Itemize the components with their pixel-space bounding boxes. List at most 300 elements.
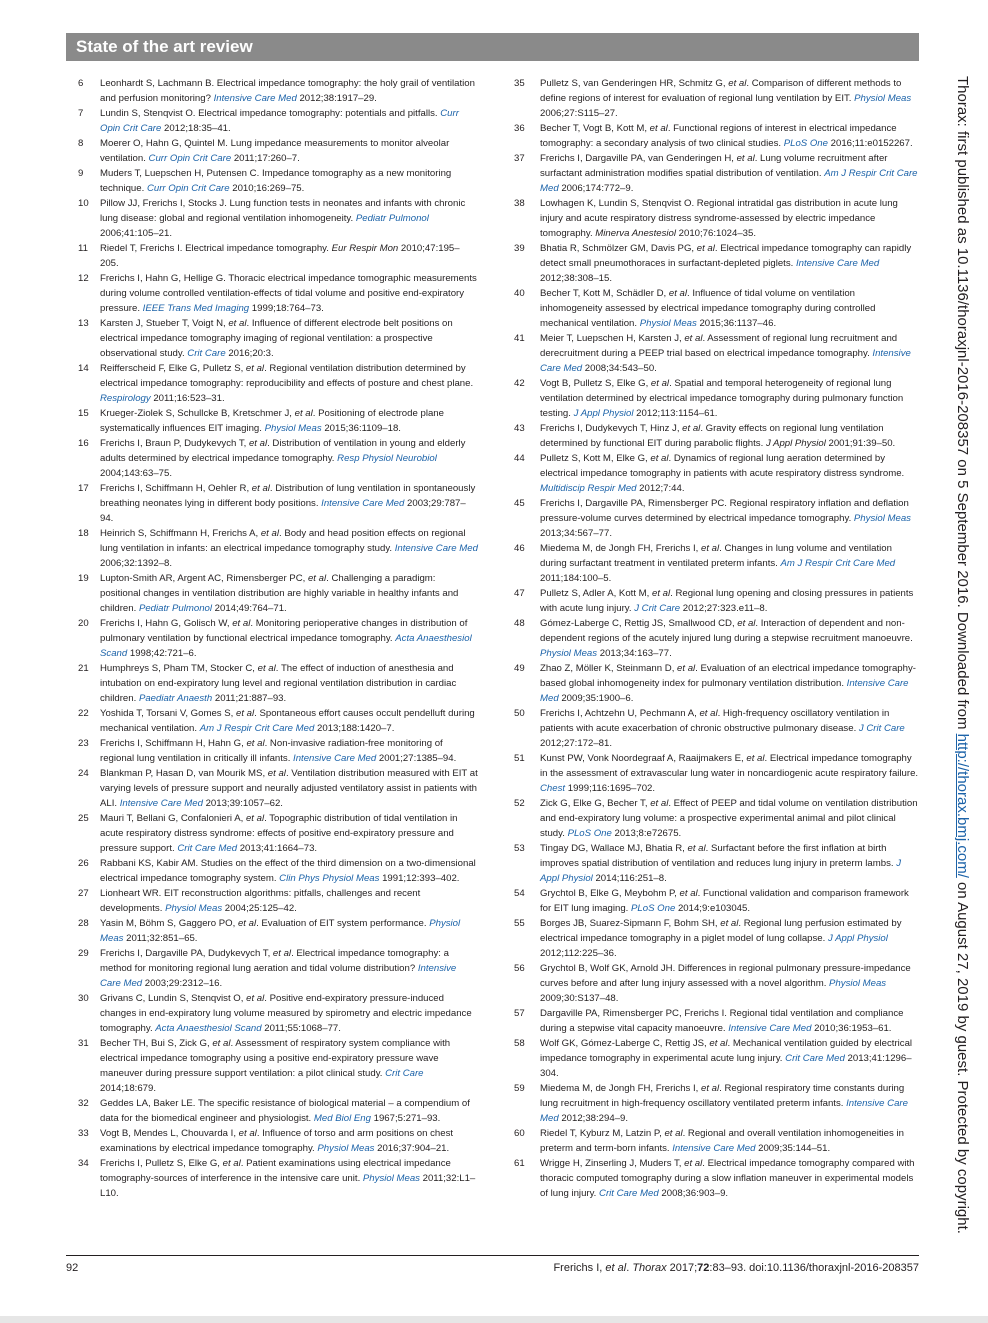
journal-link[interactable]: Intensive Care Med	[540, 678, 909, 704]
reference-title: . Assessment of respiratory system compliance with electrical impedance tomography using a positive end-expiratory pressure wave maneuver during pressure support ventilation: a pilot clinical study.	[100, 1038, 451, 1079]
reference-number: 45	[514, 498, 525, 509]
copyright-notice	[954, 76, 971, 1234]
journal-link[interactable]: Am J Respir Crit Care Med	[199, 723, 315, 734]
reference-details: 1991;12:393–402.	[379, 873, 460, 884]
reference-number: 38	[514, 198, 525, 209]
reference-authors: Krueger-Ziolek S, Schullcke B, Kretschmer J,	[100, 408, 295, 419]
section-banner	[66, 33, 919, 61]
reference-etal: et al	[664, 1128, 683, 1139]
journal-link[interactable]: Physiol Meas	[362, 1173, 420, 1184]
reference-etal: et al	[236, 708, 255, 719]
reference-authors: Borges JB, Suarez-Sipmann F, Bohm SH,	[540, 918, 721, 929]
journal-link[interactable]: Pediatr Pulmonol	[355, 213, 429, 224]
reference-text	[540, 151, 919, 196]
reference-title: . Mechanical ventilation guided by electrical impedance tomography in experimental acute lung injury.	[540, 1038, 913, 1064]
journal-link[interactable]: Chest	[540, 783, 566, 794]
reference-item	[66, 526, 478, 571]
reference-text	[100, 811, 478, 856]
reference-authors: Becher TH, Bui S, Zick G,	[100, 1038, 213, 1049]
journal-link[interactable]: Am J Respir Crit Care Med	[780, 558, 896, 569]
reference-details: 2004;25:125–42.	[222, 903, 297, 914]
reference-authors: Humphreys S, Pham TM, Stocker C,	[100, 663, 258, 674]
reference-text	[540, 196, 919, 241]
reference-title: . Distribution of ventilation in young and elderly adults determined by electrical impedance tomography.	[100, 438, 466, 464]
journal-link[interactable]: Intensive Care Med	[213, 93, 297, 104]
journal-link[interactable]: Resp Physiol Neurobiol	[337, 453, 437, 464]
reference-etal: et al	[679, 888, 698, 899]
reference-authors: Frerichs I, Hahn G, Golisch W,	[100, 618, 233, 629]
reference-item	[506, 1081, 919, 1126]
reference-details: 2012;113:1154–61.	[633, 408, 718, 419]
reference-details: 2006;174:772–9.	[558, 183, 634, 194]
reference-details: 2003;29:787–94.	[100, 498, 466, 524]
reference-text	[540, 841, 919, 886]
journal-link[interactable]: J Appl Physiol	[540, 858, 902, 884]
journal-link[interactable]: Crit Care	[385, 1068, 424, 1079]
reference-item	[506, 541, 919, 586]
journal-link[interactable]: Crit Care Med	[177, 843, 238, 854]
journal-name: Eur Respir Mon	[331, 243, 399, 254]
journal-link[interactable]: Intensive Care Med	[540, 348, 911, 374]
reference-authors: Geddes LA, Baker LE. The specific resistance of biological material – a compendium of data for the biomedical engineer and physiologist.	[100, 1098, 470, 1124]
citation-rest: :83–93. doi:10.1136/thoraxjnl-2016-208357	[709, 1262, 919, 1274]
reference-details: 2016;11:e0152267.	[827, 138, 913, 149]
reference-etal: et al	[737, 618, 756, 629]
reference-details: 2012;38:308–15.	[540, 273, 613, 284]
journal-link[interactable]: Clin Phys Physiol Meas	[279, 873, 380, 884]
reference-details: 2016;37:904–21.	[374, 1143, 450, 1154]
journal-link[interactable]: Intensive Care Med	[394, 543, 478, 554]
reference-etal: et al	[260, 528, 279, 539]
reference-authors: Muders T, Luepschen H, Putensen C. Impedance tomography as a new monitoring technique.	[100, 168, 452, 194]
journal-link[interactable]: Intensive Care Med	[293, 753, 377, 764]
reference-text	[540, 706, 919, 751]
reference-authors: Frerichs I, Dargaville PA, Dudykevych T,	[100, 948, 273, 959]
reference-details: 2013;8:e72675.	[611, 828, 682, 839]
reference-text	[100, 736, 478, 766]
citation-sep: .	[626, 1262, 633, 1274]
reference-text	[540, 286, 919, 331]
journal-link[interactable]: Physiol Meas	[540, 648, 598, 659]
reference-text	[100, 196, 478, 241]
reference-etal: et al	[232, 618, 251, 629]
reference-item	[66, 1156, 478, 1201]
reference-number: 55	[514, 918, 525, 929]
reference-title: . Challenging a paradigm: positional changes in ventilation distribution are highly variable in healthy infants and children.	[100, 573, 459, 614]
journal-link[interactable]: Physiol Meas	[853, 513, 911, 524]
reference-authors: Pulletz S, Adler A, Kott M,	[540, 588, 652, 599]
reference-text	[100, 856, 478, 886]
reference-item	[66, 661, 478, 706]
journal-link[interactable]: Intensive Care Med	[795, 258, 880, 269]
reference-item	[66, 886, 478, 916]
reference-authors: Grychtol B, Wolf GK, Arnold JH. Differences in regional pulmonary pressure-impedance curves before and after lung injury assessed with a novel algorithm.	[540, 963, 911, 989]
reference-etal: et al	[245, 813, 265, 824]
reference-etal: et al	[687, 843, 706, 854]
journal-link[interactable]: Crit Care Med	[599, 1188, 659, 1199]
reference-text	[540, 496, 919, 541]
reference-details: 2012;27:172–81.	[540, 738, 613, 749]
journal-link[interactable]: Intensive Care Med	[321, 498, 405, 509]
journal-link[interactable]: PLoS One	[567, 828, 612, 839]
journal-link[interactable]: Multidiscip Respir Med	[540, 483, 637, 494]
reference-etal: et al	[257, 663, 276, 674]
reference-authors: Heinrich S, Schiffmann H, Frerichs A,	[100, 528, 261, 539]
reference-title: . Dynamics of regional lung aeration determined by electrical impedance tomography in patients with acute respiratory distress syndrome.	[540, 453, 905, 479]
reference-etal: et al	[684, 1158, 703, 1169]
reference-item	[506, 151, 919, 196]
citation-journal: Thorax	[632, 1262, 667, 1274]
reference-title: . The effect of induction of anesthesia and intubation on end-expiratory lung level and regional ventilation distribution in cardiac children.	[100, 663, 457, 704]
reference-details: 2010;76:1024–35.	[675, 228, 757, 239]
reference-number: 35	[514, 78, 525, 89]
reference-title: . Electrical impedance tomography can rapidly detect small pneumothoraces in surfactant-depleted piglets.	[540, 243, 912, 269]
reference-item	[66, 736, 478, 766]
reference-title: . Positioning of electrode plane systematically influences EIT imaging.	[100, 408, 444, 434]
reference-etal: et al	[746, 753, 765, 764]
reference-text	[100, 481, 478, 526]
reference-details: 2001;91:39–50.	[825, 438, 896, 449]
reference-text	[100, 406, 478, 436]
reference-title: . Regional lung opening and closing pressures in patients with acute lung injury.	[540, 588, 914, 614]
reference-authors: Frerichs I, Pulletz S, Elke G,	[100, 1158, 223, 1169]
journal-link[interactable]: Curr Opin Crit Care	[146, 183, 230, 194]
reference-item	[66, 811, 478, 856]
journal-link[interactable]: Med Biol Eng	[313, 1113, 371, 1124]
reference-number: 58	[514, 1038, 525, 1049]
journal-link[interactable]: Intensive Care Med	[672, 1143, 756, 1154]
reference-details: 2013;34:567–77.	[540, 528, 613, 539]
reference-etal: et al	[684, 333, 703, 344]
reference-details: 2006;32:1392–8.	[100, 558, 173, 569]
reference-details: 2013;41:1296–304.	[540, 1053, 912, 1079]
reference-text	[100, 166, 478, 196]
journal-link[interactable]: J Crit Care	[634, 603, 681, 614]
reference-item	[66, 406, 478, 436]
reference-text	[100, 316, 478, 361]
reference-etal: et al	[650, 798, 669, 809]
reference-title: . Assessment of regional lung recruitment and derecruitment during a PEEP trial based on electrical impedance tomography.	[540, 333, 898, 359]
reference-details: 2012;38:1917–29.	[296, 93, 377, 104]
reference-authors: Lowhagen K, Lundin S, Stenqvist O. Regional intratidal gas distribution in acute lung injury and acute respiratory distress syndrome-assessed by electric impedance tomography.	[540, 198, 898, 239]
reference-text	[540, 451, 919, 496]
reference-etal: et al	[246, 993, 265, 1004]
reference-text	[100, 916, 478, 946]
reference-number: 52	[514, 798, 525, 809]
reference-authors: Vogt B, Mendes L, Chouvarda I,	[100, 1128, 239, 1139]
reference-number: 59	[514, 1083, 525, 1094]
reference-authors: Meier T, Luepschen H, Karsten J,	[540, 333, 685, 344]
reference-title: . Topographic distribution of tidal ventilation in acute respiratory distress syndrome: effects of positive end-expiratory pressure and pressure support.	[100, 813, 458, 854]
journal-link[interactable]: Intensive Care Med	[728, 1023, 812, 1034]
reference-details: 2008;34:543–50.	[582, 363, 657, 374]
reference-details: 2009;35:1900–6.	[558, 693, 634, 704]
reference-item	[66, 136, 478, 166]
reference-number: 17	[78, 483, 89, 494]
reference-details: 2011;16:523–31.	[150, 393, 225, 404]
journal-link[interactable]: Intensive Care Med	[119, 798, 203, 809]
reference-number: 13	[78, 318, 89, 329]
reference-item	[66, 271, 478, 316]
reference-number: 6	[78, 78, 84, 89]
reference-title: . Changes in lung volume and ventilation during surfactant treatment in ventilated preterm infants.	[540, 543, 892, 569]
reference-text	[100, 361, 478, 406]
journal-link[interactable]: Intensive Care Med	[100, 963, 457, 989]
reference-text	[100, 76, 478, 106]
reference-number: 31	[78, 1038, 89, 1049]
reference-text	[540, 421, 919, 451]
journal-link[interactable]: PLoS One	[783, 138, 828, 149]
reference-text	[100, 706, 478, 736]
reference-authors: Tingay DG, Wallace MJ, Bhatia R,	[540, 843, 688, 854]
journal-link[interactable]: Physiol Meas	[639, 318, 697, 329]
reference-details: 2013;41:1664–73.	[237, 843, 318, 854]
reference-text	[100, 661, 478, 706]
reference-number: 27	[78, 888, 89, 899]
reference-title: . Influence of different electrode belt positions on electrical impedance tomography imaging of regional ventilation: a prospective observational study.	[100, 318, 453, 359]
reference-title: . Effect of PEEP and tidal volume on ventilation distribution and end-expiratory lung volume: a prospective experimental animal and pilot clinical study.	[540, 798, 918, 839]
reference-etal: et al	[677, 663, 696, 674]
reference-number: 21	[78, 663, 89, 674]
reference-number: 32	[78, 1098, 89, 1109]
journal-link[interactable]: Physiol Meas	[100, 918, 461, 944]
reference-details: 2012;7:44.	[636, 483, 685, 494]
journal-link[interactable]: Physiol Meas	[317, 1143, 375, 1154]
reference-etal: et al	[649, 123, 668, 134]
footer-citation	[553, 1262, 919, 1274]
reference-item	[506, 331, 919, 376]
reference-details: 2011;184:100–5.	[540, 573, 612, 584]
reference-etal: et al	[699, 708, 718, 719]
reference-text	[540, 796, 919, 841]
reference-details: 2015;36:1109–18.	[321, 423, 401, 434]
reference-authors: Wrigge H, Zinserling J, Muders T,	[540, 1158, 685, 1169]
reference-item	[506, 796, 919, 841]
reference-number: 8	[78, 138, 84, 149]
reference-item	[66, 571, 478, 616]
journal-link[interactable]: Physiol Meas	[829, 978, 887, 989]
reference-details: 2012;27:323.e11–8.	[680, 603, 768, 614]
page-number: 92	[66, 1262, 79, 1274]
reference-text	[100, 436, 478, 481]
reference-details: 2012;18:35–41.	[161, 123, 231, 134]
reference-etal: et al	[682, 423, 701, 434]
reference-number: 37	[514, 153, 525, 164]
reference-item	[66, 166, 478, 196]
reference-item	[66, 946, 478, 991]
reference-etal: et al	[246, 738, 265, 749]
reference-number: 18	[78, 528, 89, 539]
reference-authors: Rabbani KS, Kabir AM. Studies on the effect of the third dimension on a two-dimensional electrical impedance tomography system.	[100, 858, 476, 884]
reference-text	[540, 1036, 919, 1081]
reference-title: . Functional regions of interest in electrical impedance tomography: a secondary analysis of two clinical studies.	[540, 123, 897, 149]
reference-text	[540, 751, 919, 796]
reference-etal: et al	[709, 1038, 728, 1049]
reference-item	[506, 706, 919, 751]
journal-link[interactable]: Physiol Meas	[264, 423, 322, 434]
reference-number: 9	[78, 168, 84, 179]
reference-number: 46	[514, 543, 525, 554]
reference-item	[506, 76, 919, 121]
reference-item	[506, 586, 919, 616]
reference-text	[540, 241, 919, 286]
reference-item	[66, 856, 478, 886]
reference-item	[506, 241, 919, 286]
reference-details: 2012;112:225–36.	[540, 948, 617, 959]
reference-number: 48	[514, 618, 525, 629]
reference-details: 2016;20:3.	[225, 348, 274, 359]
citation-authors: Frerichs I,	[553, 1262, 606, 1274]
reference-details: 2006;27:S115–27.	[540, 108, 618, 119]
reference-authors: Moerer O, Hahn G, Quintel M. Lung impedance measurements to monitor alveolar ventilation.	[100, 138, 450, 164]
reference-item	[506, 886, 919, 916]
reference-number: 43	[514, 423, 525, 434]
reference-number: 24	[78, 768, 89, 779]
journal-link[interactable]: Intensive Care Med	[540, 1098, 908, 1124]
journal-link[interactable]: Respirology	[100, 393, 151, 404]
reference-item	[506, 1156, 919, 1201]
reference-text	[540, 1081, 919, 1126]
journal-link[interactable]: Curr Opin Crit Care	[148, 153, 232, 164]
reference-text	[540, 661, 919, 706]
reference-text	[540, 916, 919, 961]
reference-authors: Lupton-Smith AR, Argent AC, Rimensberger PC,	[100, 573, 308, 584]
reference-number: 51	[514, 753, 525, 764]
journal-link[interactable]: Crit Care	[187, 348, 226, 359]
section-title: State of the art review	[76, 37, 253, 56]
reference-text	[100, 946, 478, 991]
reference-item	[506, 841, 919, 886]
reference-number: 60	[514, 1128, 525, 1139]
reference-item	[66, 196, 478, 241]
reference-details: 2013;188:1420–7.	[314, 723, 395, 734]
reference-text	[540, 331, 919, 376]
journal-site-link[interactable]: http://thorax.bmj.com/	[954, 733, 971, 878]
reference-number: 53	[514, 843, 525, 854]
reference-number: 50	[514, 708, 525, 719]
reference-authors: Bhatia R, Schmölzer GM, Davis PG,	[540, 243, 697, 254]
reference-text	[100, 616, 478, 661]
reference-details: 2013;39:1057–62.	[202, 798, 283, 809]
reference-etal: et al	[251, 483, 270, 494]
reference-item	[506, 961, 919, 1006]
reference-etal: et al	[701, 543, 720, 554]
reference-number: 16	[78, 438, 89, 449]
reference-etal: et al	[651, 588, 671, 599]
reference-item	[66, 481, 478, 526]
reference-text	[540, 1006, 919, 1036]
reference-number: 61	[514, 1158, 525, 1169]
reference-text	[540, 1126, 919, 1156]
reference-authors: Wolf GK, Gómez-Laberge C, Rettig JS,	[540, 1038, 710, 1049]
journal-link[interactable]: Curr Opin Crit Care	[100, 108, 459, 134]
reference-number: 25	[78, 813, 89, 824]
reference-text	[100, 526, 478, 571]
reference-item	[66, 1126, 478, 1156]
reference-item	[66, 916, 478, 946]
reference-item	[506, 1126, 919, 1156]
journal-link[interactable]: Acta Anaesthesiol Scand	[155, 1023, 262, 1034]
journal-link[interactable]: Paediatr Anaesth	[138, 693, 213, 704]
reference-details: 2011;32:L1–L10.	[100, 1173, 476, 1199]
reference-details: 2014;116:251–8.	[592, 873, 667, 884]
reference-item	[66, 706, 478, 736]
reference-authors: Miedema M, de Jongh FH, Frerichs I,	[540, 543, 702, 554]
reference-text	[100, 1036, 478, 1096]
reference-item	[506, 661, 919, 706]
reference-authors: Gómez-Laberge C, Rettig JS, Smallwood CD,	[540, 618, 738, 629]
reference-authors: Riedel T, Frerichs I. Electrical impedance tomography.	[100, 243, 332, 254]
journal-link[interactable]: Am J Respir Crit Care Med	[540, 168, 918, 194]
reference-authors: Dargaville PA, Rimensberger PC, Frerichs I. Regional tidal ventilation and compliance during a stepwise vital capacity manoeuvre.	[540, 1008, 904, 1034]
reference-title: . Electrical impedance tomography: a method for monitoring regional lung aeration and tidal volume distribution?	[100, 948, 449, 974]
reference-etal: et al	[267, 768, 286, 779]
reference-etal: et al	[307, 573, 327, 584]
reference-text	[100, 106, 478, 136]
reference-number: 49	[514, 663, 525, 674]
reference-etal: et al	[701, 1083, 720, 1094]
citation-etal: et al	[605, 1262, 627, 1274]
reference-number: 40	[514, 288, 525, 299]
reference-authors: Miedema M, de Jongh FH, Frerichs I,	[540, 1083, 702, 1094]
journal-link[interactable]: Physiol Meas	[165, 903, 223, 914]
reference-details: 2011;32:851–65.	[123, 933, 198, 944]
reference-authors: Lundin S, Stenqvist O. Electrical impedance tomography: potentials and pitfalls.	[100, 108, 441, 119]
journal-link[interactable]: PLoS One	[631, 903, 676, 914]
reference-number: 57	[514, 1008, 525, 1019]
reference-etal: et al	[248, 438, 268, 449]
reference-text	[540, 886, 919, 916]
reference-title: . Influence of tidal volume on ventilation inhomogeneity assessed by electrical impedance tomography during controlled mechanical ventilation.	[540, 288, 876, 329]
citation-volume: 72	[697, 1262, 710, 1274]
reference-title: . Evaluation of EIT system performance.	[256, 918, 430, 929]
journal-link[interactable]: IEEE Trans Med Imaging	[142, 303, 250, 314]
reference-etal: et al	[238, 1128, 257, 1139]
reference-title: . Gravity effects on regional lung ventilation determined by functional EIT during parabolic flights.	[540, 423, 884, 449]
reference-title: . Non-invasive radiation-free monitoring of regional lung ventilation in critically ill infants.	[100, 738, 443, 764]
journal-link[interactable]: Crit Care Med	[785, 1053, 845, 1064]
reference-text	[540, 586, 919, 616]
reference-title: . Distribution of lung ventilation in spontaneously breathing neonates lying in different body positions.	[100, 483, 476, 509]
reference-item	[506, 376, 919, 421]
reference-number: 15	[78, 408, 89, 419]
reference-item	[506, 286, 919, 331]
reference-number: 56	[514, 963, 525, 974]
journal-link[interactable]: J Appl Physiol	[827, 933, 888, 944]
reference-number: 29	[78, 948, 89, 959]
reference-item	[66, 361, 478, 406]
reference-item	[506, 616, 919, 661]
journal-link[interactable]: Acta Anaesthesiol Scand	[100, 633, 472, 659]
journal-link[interactable]: Physiol Meas	[854, 93, 912, 104]
reference-number: 44	[514, 453, 525, 464]
journal-link[interactable]: J Crit Care	[858, 723, 905, 734]
journal-link[interactable]: J Appl Physiol	[573, 408, 634, 419]
citation-year: 2017;	[666, 1262, 698, 1274]
journal-link[interactable]: Pediatr Pulmonol	[138, 603, 212, 614]
reference-details: 2003;29:2312–16.	[142, 978, 223, 989]
reference-number: 39	[514, 243, 525, 254]
reference-authors: Zhao Z, Möller K, Steinmann D,	[540, 663, 678, 674]
reference-text	[540, 76, 919, 121]
reference-authors: Yasin M, Böhm S, Gaggero PO,	[100, 918, 238, 929]
page-bottom-bar	[0, 1316, 988, 1323]
reference-text	[540, 376, 919, 421]
reference-text	[100, 271, 478, 316]
reference-title: . Monitoring perioperative changes in distribution of pulmonary ventilation by functional electrical impedance tomography.	[100, 618, 468, 644]
reference-etal: et al	[736, 153, 755, 164]
reference-number: 23	[78, 738, 89, 749]
